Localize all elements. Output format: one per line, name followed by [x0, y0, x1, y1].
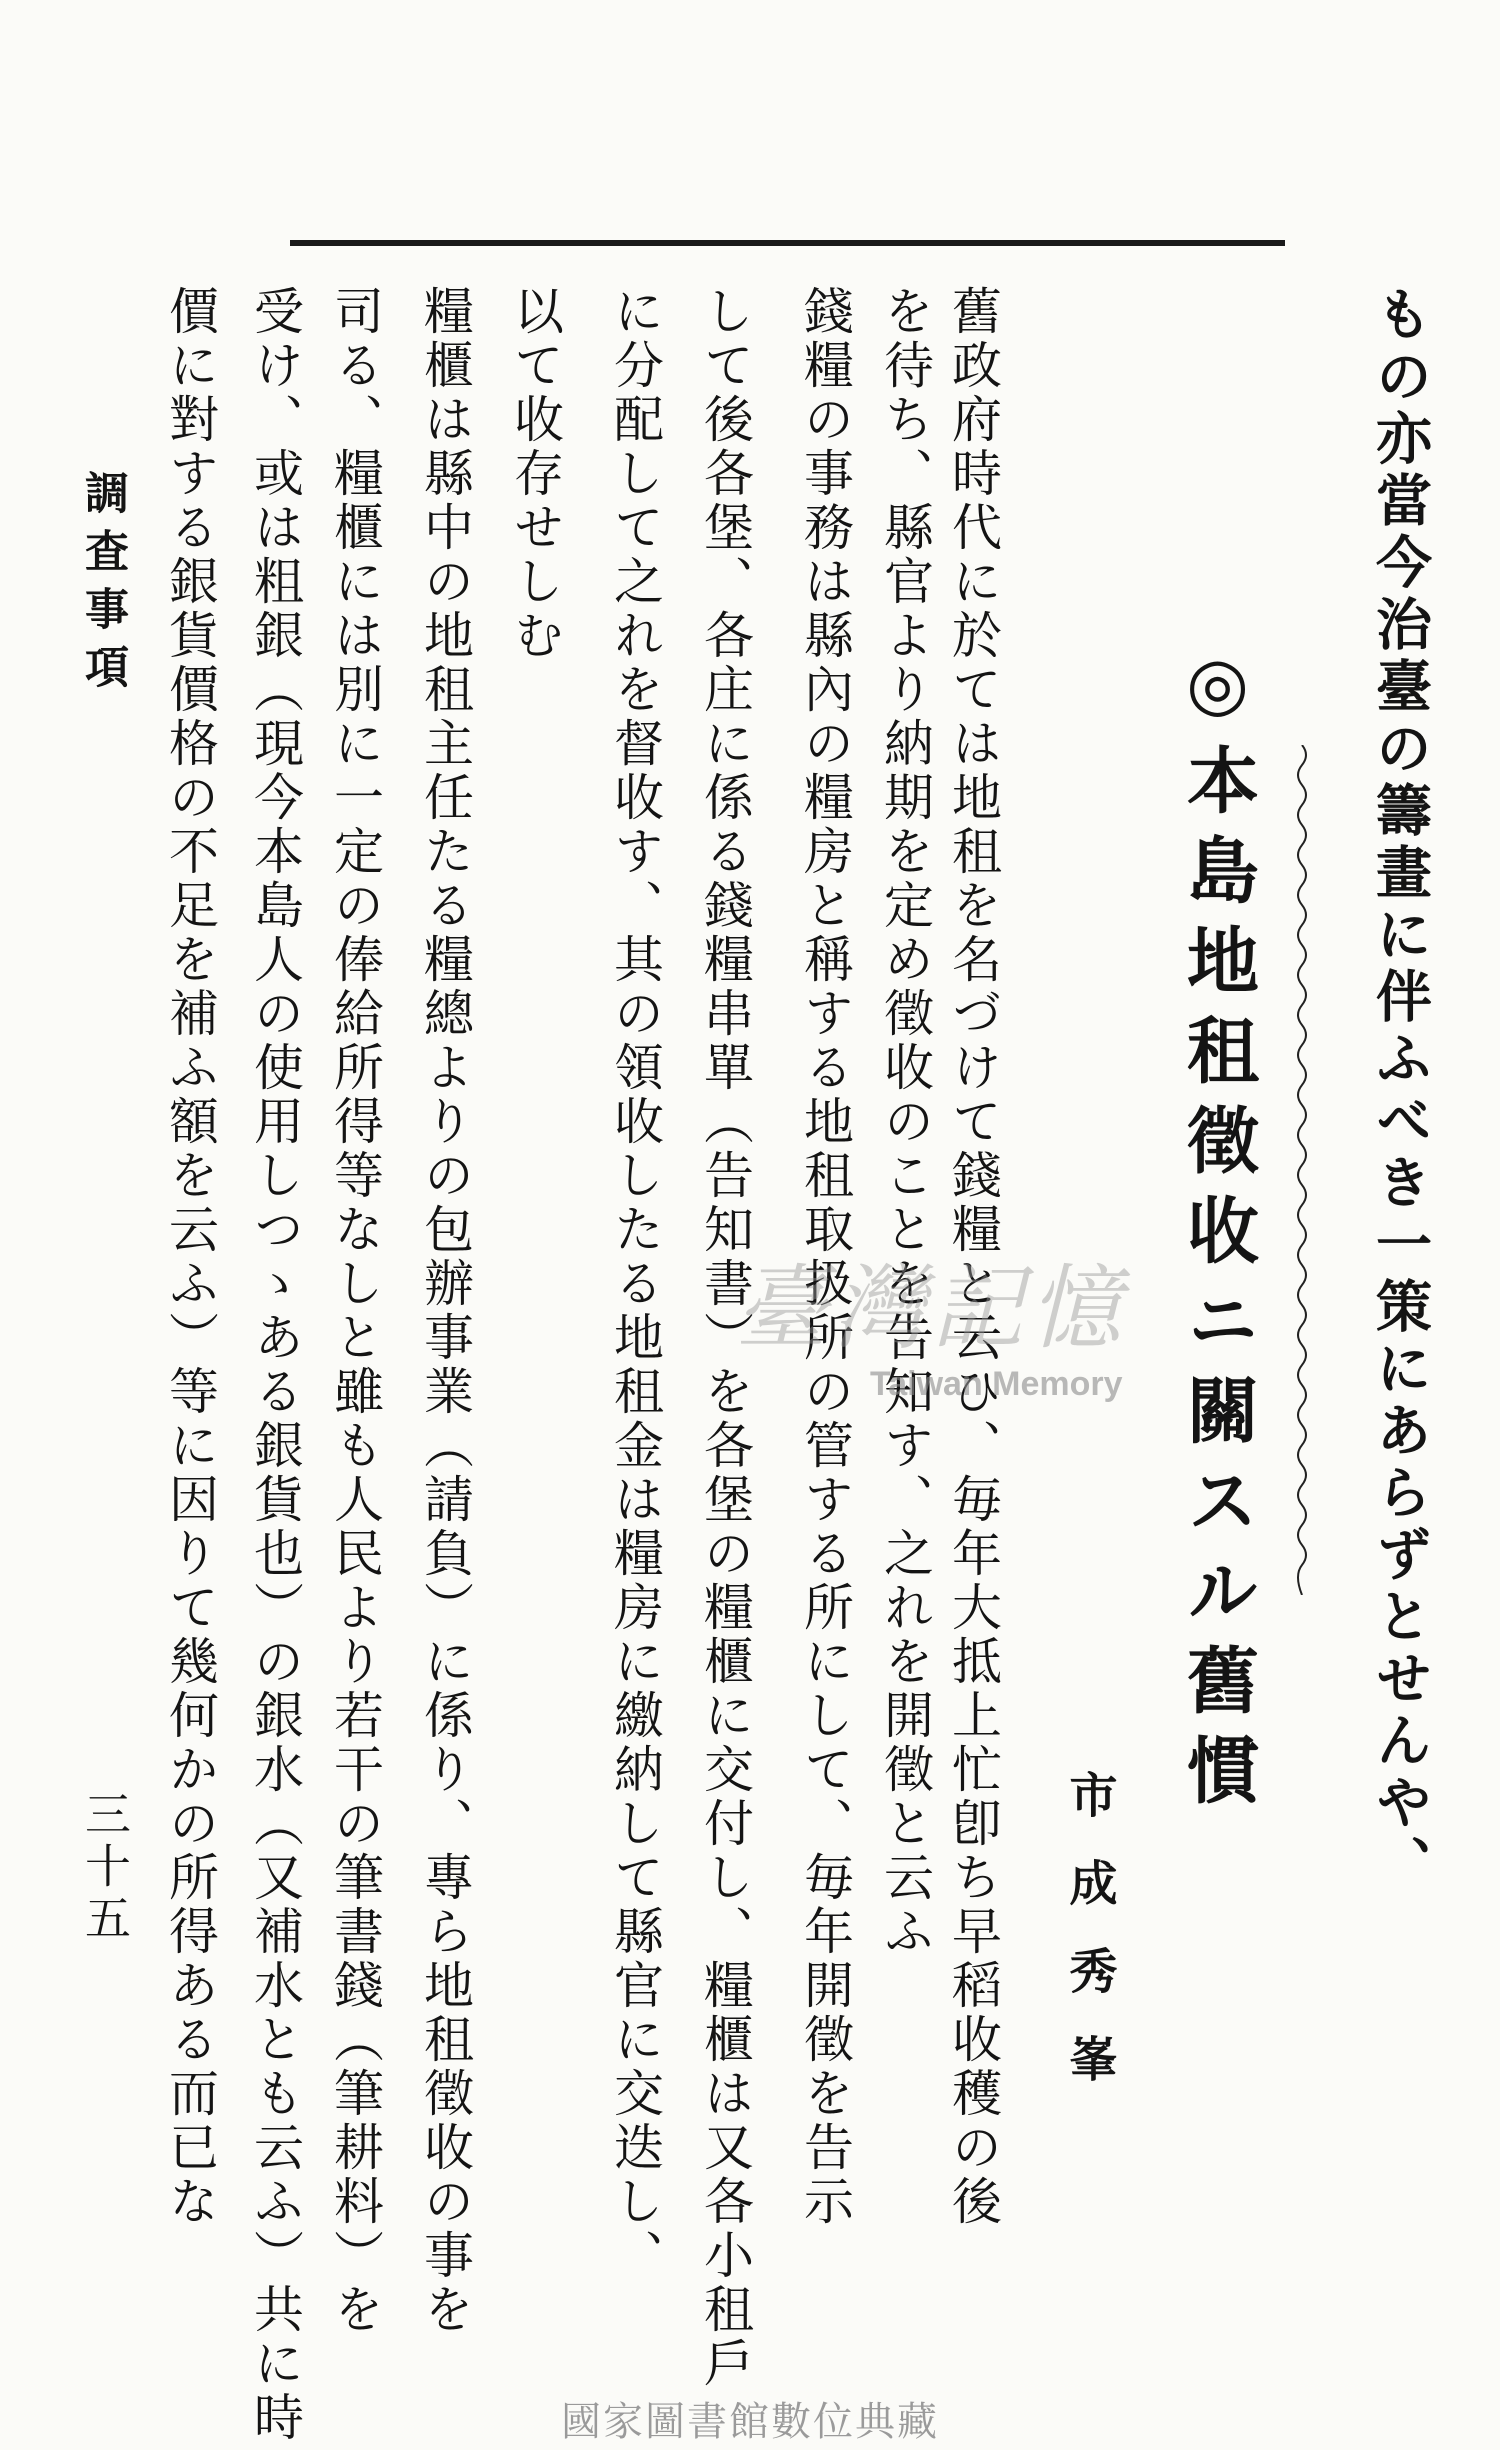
- body-column-3: 錢糧の事務は縣內の糧房と稱する地租取扱所の管する所にして、毎年開徵を告示: [796, 285, 854, 2229]
- running-head: 調査事項: [77, 470, 128, 702]
- body-column-4: して後各堡、各庄に係る錢糧串單（告知書）を各堡の糧櫃に交付し、糧櫃は又各小租戶: [696, 285, 754, 2391]
- footer-credit: 國家圖書館數位典藏: [561, 2399, 939, 2445]
- body-column-8: 司る、糧櫃には別に一定の俸給所得等なしと雖も人民より若干の筆書錢（筆耕料）を: [326, 285, 384, 2337]
- body-column-9: 受け、或は粗銀（現今本島人の使用しつゝある銀貨也）の銀水（又補水とも云ふ）共に時: [246, 285, 304, 2445]
- header-rule: [290, 240, 1285, 246]
- watermark-logo: 臺灣記憶: [735, 1255, 1128, 1362]
- body-column-1: 舊政府時代に於ては地租を名づけて錢糧と云ひ、毎年大抵上忙卽ち早稻收穫の後: [944, 285, 1002, 2229]
- body-column-6: 以て收存せしむ: [506, 285, 564, 663]
- page-number: 三十五: [78, 1790, 132, 1946]
- article-heading: ◎本島地租徵收ニ關スル舊慣: [1175, 640, 1260, 1823]
- author-name: 市成秀峯: [1061, 1770, 1117, 2122]
- watermark-subtitle: Taiwan Memory: [870, 1365, 1123, 1403]
- top-text-line: もの亦當今治臺の籌畫に伴ふべき一策にあらずとせんや、: [1367, 285, 1433, 1897]
- body-column-7: 糧櫃は縣中の地租主任たる糧總よりの包辦事業（請負）に係り、專ら地租徵收の事を: [416, 285, 474, 2337]
- body-column-2: を待ち、縣官より納期を定め徵收のことを告知す、之れを開徵と云ふ: [876, 285, 934, 1959]
- body-column-10: 價に對する銀貨價格の不足を補ふ額を云ふ）等に因りて幾何かの所得ある而已な: [161, 285, 219, 2229]
- wavy-divider: [1290, 745, 1314, 1595]
- body-column-5: に分配して之れを督收す、其の領收したる地租金は糧房に繳納して縣官に交迭し、: [606, 285, 664, 2283]
